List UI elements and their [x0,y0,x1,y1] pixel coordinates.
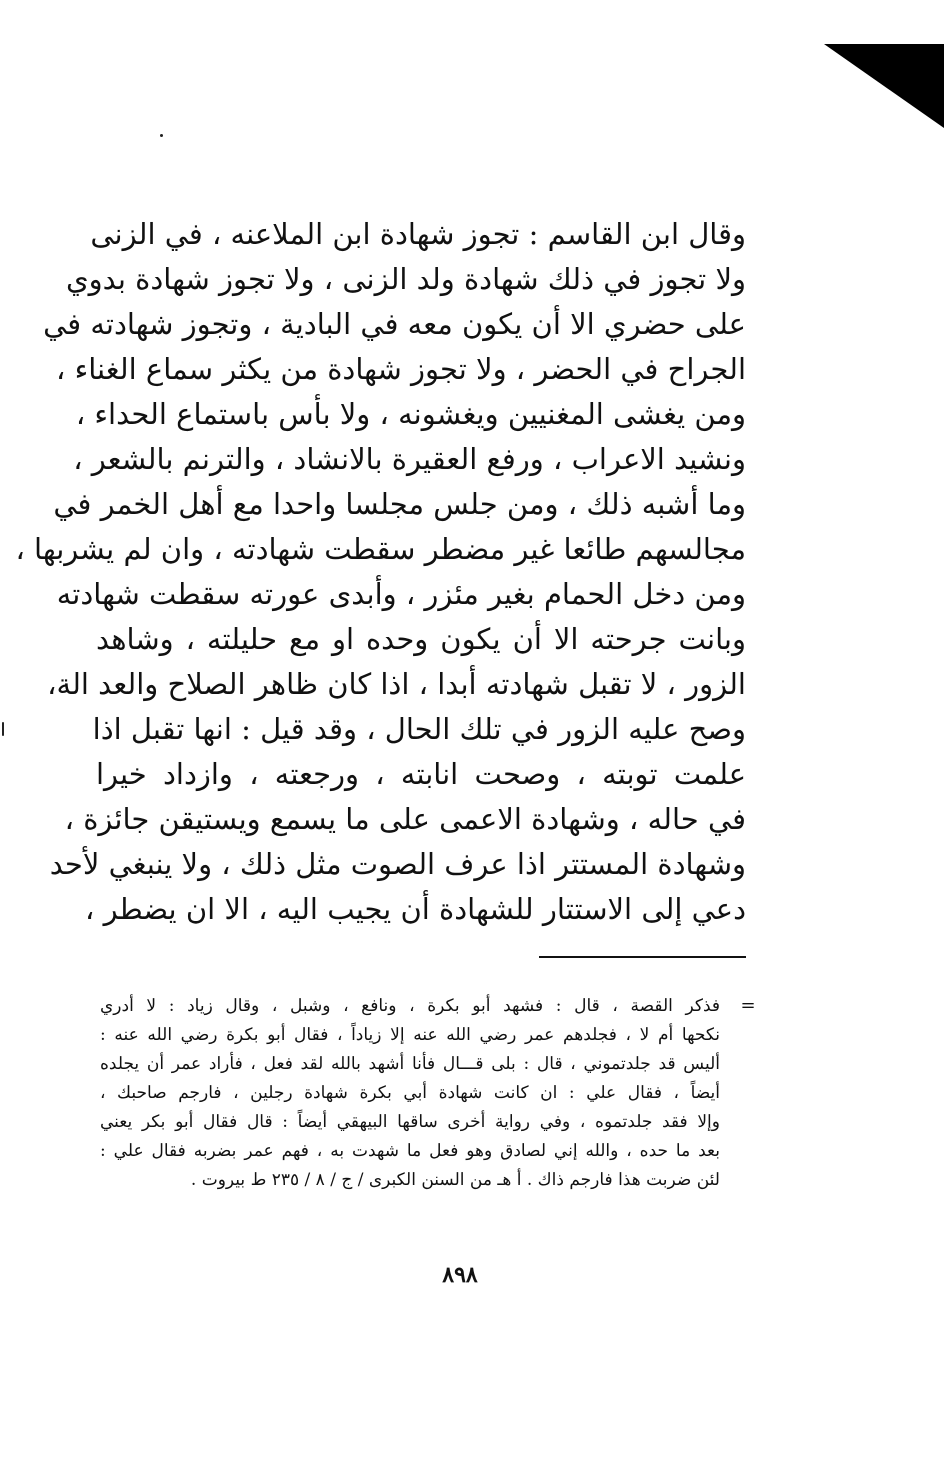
text-line: وشهادة المستتر اذا عرف الصوت مثل ذلك ، ولا ينبغي لأحد [49,847,746,881]
text-line: الزور ، لا تقبل شهادته أبدا ، اذا كان ظاهر الصلاح والعد الة، [47,667,746,701]
footnote-line: لئن ضربت هذا فارجم ذاك . أ هـ من السنن الكبرى / ج / ٨ / ٢٣٥ ط بيروت . [190,1170,720,1190]
main-text-block [15,212,746,932]
text-line: الجراح في الحضر ، ولا تجوز شهادة من يكثر سماع الغناء ، [56,352,746,386]
text-line: في حاله ، وشهادة الاعمى على ما يسمع ويستيقن جائزة ، [64,802,746,836]
footnote-line: بعد ما حده ، والله إني لصادق وهو فعل ما شهدت به ، فهم عمر بضربه فقال علي : [100,1141,720,1161]
text-line: ومن دخل الحمام بغير مئزر ، وأبدى عورته سقطت شهادته [56,577,746,611]
text-line: على حضري الا أن يكون معه في البادية ، وتجوز شهادته في [43,307,746,341]
text-line: ونشيد الاعراب ، ورفع العقيرة بالانشاد ، والترنم بالشعر ، [73,442,746,476]
text-line: وبانت جرحته الا أن يكون وحده او مع حليلته ، وشاهد [96,622,746,656]
page-number: ٨٩٨ [442,1262,478,1288]
speck [2,722,4,736]
footnote-separator [539,956,746,958]
text-line: مجالسهم طائعا غير مضطر سقطت شهادته ، وان لم يشربها ، [15,532,746,566]
text-line: ولا تجوز في ذلك شهادة ولد الزنى ، ولا تجوز شهادة بدوي [65,262,746,296]
footnote-continued-marker: = [740,995,756,1016]
text-line: علمت توبته ، وصحت انابته ، ورجعته ، وازداد خيرا [96,757,746,791]
text-line: وقال ابن القاسم : تجوز شهادة ابن الملاعنه ، في الزنى [90,217,746,251]
text-line: دعي إلى الاستتار للشهادة أن يجيب اليه ، الا ان يضطر ، [85,892,746,926]
footnote-block [100,992,720,1195]
page-corner-mark [824,44,944,128]
text-line: وما أشبه ذلك ، ومن جلس مجلسا واحدا مع أهل الخمر في [53,487,746,521]
footnote-line: نكحها أم لا ، فجلدهم عمر رضي الله عنه إلا زياداً ، فقال أبو بكرة رضي الله عنه : [100,1025,720,1045]
footnote-line: أليس قد جلدتموني ، قال : بلى قـــال فأنا أشهد بالله لقد فعل ، فأراد عمر أن يجلده [100,1054,720,1074]
text-line: وصح عليه الزور في تلك الحال ، وقد قيل : انها تقبل اذا [92,712,746,746]
footnote-line: فذكر القصة ، قال : فشهد أبو بكرة ، ونافع ، وشبل ، وقال زياد : لا أدري [100,996,720,1016]
speck [160,134,163,137]
text-line: ومن يغشى المغنيين ويغشونه ، ولا بأس باستماع الحداء ، [75,397,746,431]
footnote-line: وإلا فقد جلدتموه ، وفي رواية أخرى ساقها البيهقي أيضاً : قال فقال أبو بكر يعني [100,1112,720,1132]
footnote-line: أيضاً ، فقال علي : ان كانت شهادة أبي بكرة شهادة رجلين ، فارجم صاحبك ، [100,1083,720,1103]
